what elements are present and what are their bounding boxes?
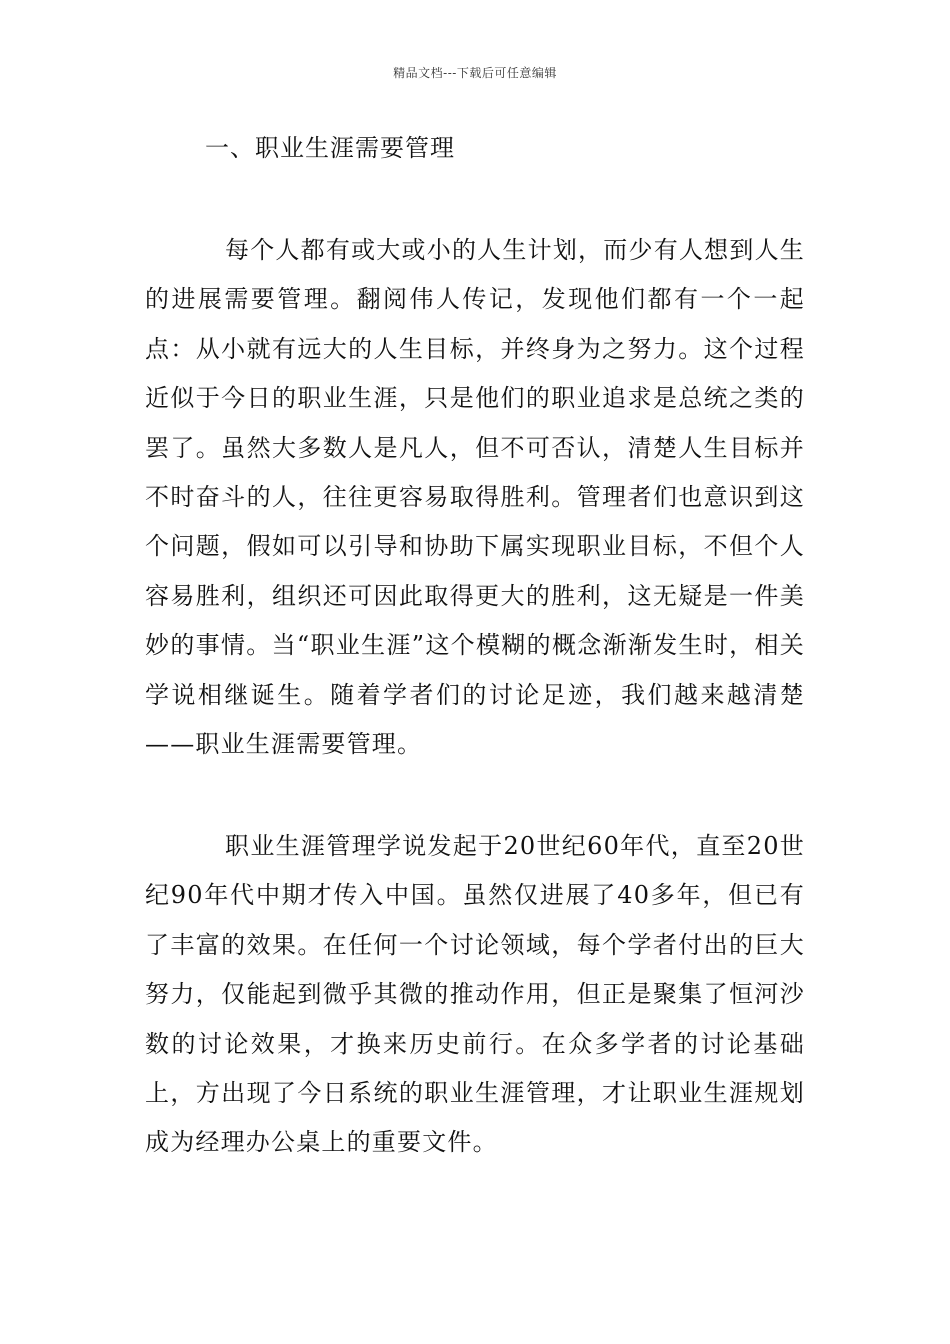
section-heading: 一、职业生涯需要管理 <box>205 134 455 162</box>
header-note: 精品文档---下载后可任意编辑 <box>393 66 557 80</box>
paragraph-1: 每个人都有或大或小的人生计划，而少有人想到人生的进展需要管理。翻阅伟人传记，发现他们都有一个一起点：从小就有远大的人生目标，并终身为之努力。这个过程近似于今日的职业生涯，只是他们的职业追求是总统之类的罢了。虽然大多数人是凡人，但不可否认，清楚人生目标并不时奋斗的人，往往更容易取得胜利。管理者们也意识到这个问题，假如可以引导和协助下属实现职业目标，不但个人容易胜利，组织还可因此取得更大的胜利，这无疑是一件美妙的事情。当“职业生涯”这个模糊的概念渐渐发生时，相关学说相继诞生。随着学者们的讨论足迹，我们越来越清楚——职业生涯需要管理。 <box>145 236 805 759</box>
paragraph-2: 职业生涯管理学说发起于20世纪60年代，直至20世纪90年代中期才传入中国。虽然仅进展了40多年，但已有了丰富的效果。在任何一个讨论领域，每个学者付出的巨大努力，仅能起到微乎其微的推动作用，但正是聚集了恒河沙数的讨论效果，才换来历史前行。在众多学者的讨论基础上，方出现了今日系统的职业生涯管理，才让职业生涯规划成为经理办公桌上的重要文件。 <box>145 832 805 1157</box>
